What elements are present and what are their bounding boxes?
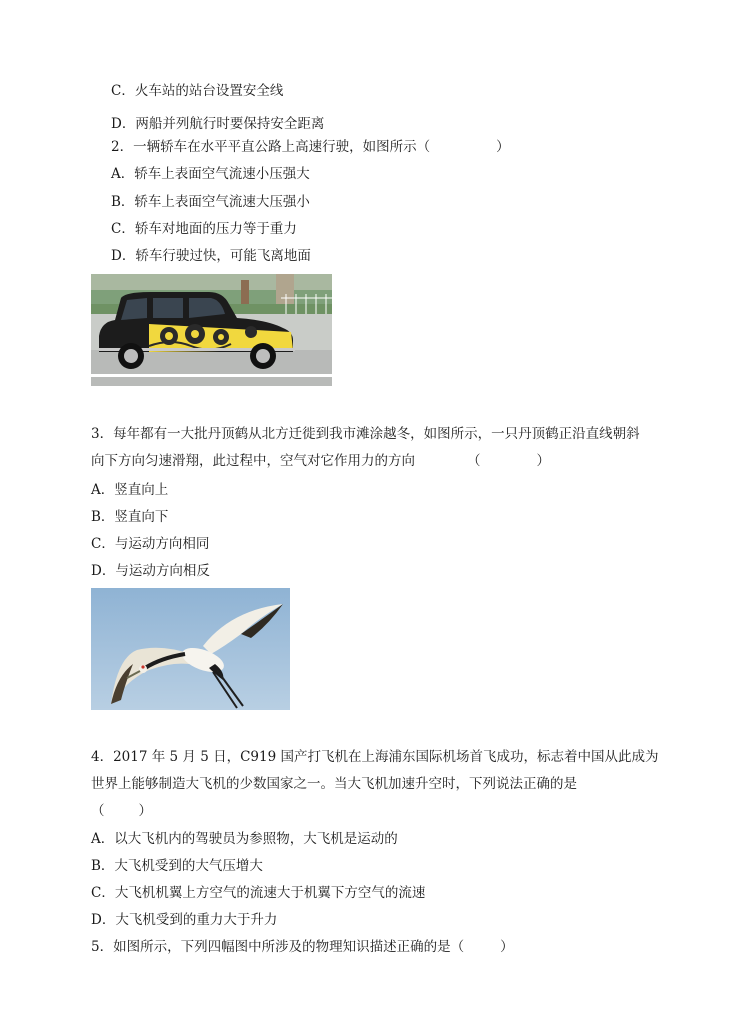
- q2-stem: [111, 138, 510, 156]
- q4-option-b: B．大飞机受到的大气压增大: [91, 858, 263, 874]
- q1-option-d: D．两船并列航行时要保持安全距离: [111, 116, 325, 132]
- q3-option-b: B．竖直向下: [91, 509, 169, 525]
- q5-stem-text: 5．如图所示，下列四幅图中所涉及的物理知识描述正确的是（: [91, 939, 465, 955]
- q3-paren-open: （: [467, 453, 481, 469]
- q3-option-d: D．与运动方向相反: [91, 563, 210, 579]
- q2-option-c: C．轿车对地面的压力等于重力: [111, 221, 297, 237]
- q3-option-a: A．竖直向上: [91, 482, 169, 498]
- car-photo: [91, 274, 332, 386]
- q3-stem-text: 向下方向匀速滑翔，此过程中，空气对它作用力的方向: [91, 453, 415, 469]
- q2-option-a: A．轿车上表面空气流速小压强大: [111, 166, 310, 182]
- q4-stem-line1: 4．2017 年 5 月 5 日，C919 国产打飞机在上海浦东国际机场首飞成功，标志着中国从此成为: [91, 749, 659, 765]
- q1-option-c: C．火车站的站台设置安全线: [111, 83, 284, 99]
- crane-photo: [91, 588, 290, 710]
- q3-paren-close: ）: [536, 453, 550, 469]
- q3-stem-line1: 3．每年都有一大批丹顶鹤从北方迁徙到我市滩涂越冬，如图所示，一只丹顶鹤正沿直线朝斜: [91, 426, 640, 442]
- car-photo-svg: [91, 274, 332, 386]
- q3-option-c: C．与运动方向相同: [91, 536, 210, 552]
- q4-option-c: C．大飞机机翼上方空气的流速大于机翼下方空气的流速: [91, 885, 426, 901]
- q2-stem-close: ）: [496, 139, 510, 155]
- q4-stem-line2: 世界上能够制造大飞机的少数国家之一。当大飞机加速升空时，下列说法正确的是: [91, 776, 577, 792]
- q4-option-d: D．大飞机受到的重力大于升力: [91, 912, 278, 928]
- q3-stem-line2: [91, 452, 550, 470]
- q4-option-a: A．以大飞机内的驾驶员为参照物，大飞机是运动的: [91, 831, 398, 847]
- q2-stem-text: 2．一辆轿车在水平平直公路上高速行驶，如图所示（: [111, 139, 431, 155]
- q4-answer-paren: [91, 802, 152, 820]
- q2-option-d: D．轿车行驶过快，可能飞离地面: [111, 248, 311, 264]
- crane-photo-svg: [91, 588, 290, 710]
- q5-stem-close: ）: [500, 939, 514, 955]
- q2-option-b: B．轿车上表面空气流速大压强小: [111, 194, 310, 210]
- q5-stem: [91, 938, 514, 956]
- q4-paren-open: （: [91, 803, 105, 819]
- q4-paren-close: ）: [138, 803, 152, 819]
